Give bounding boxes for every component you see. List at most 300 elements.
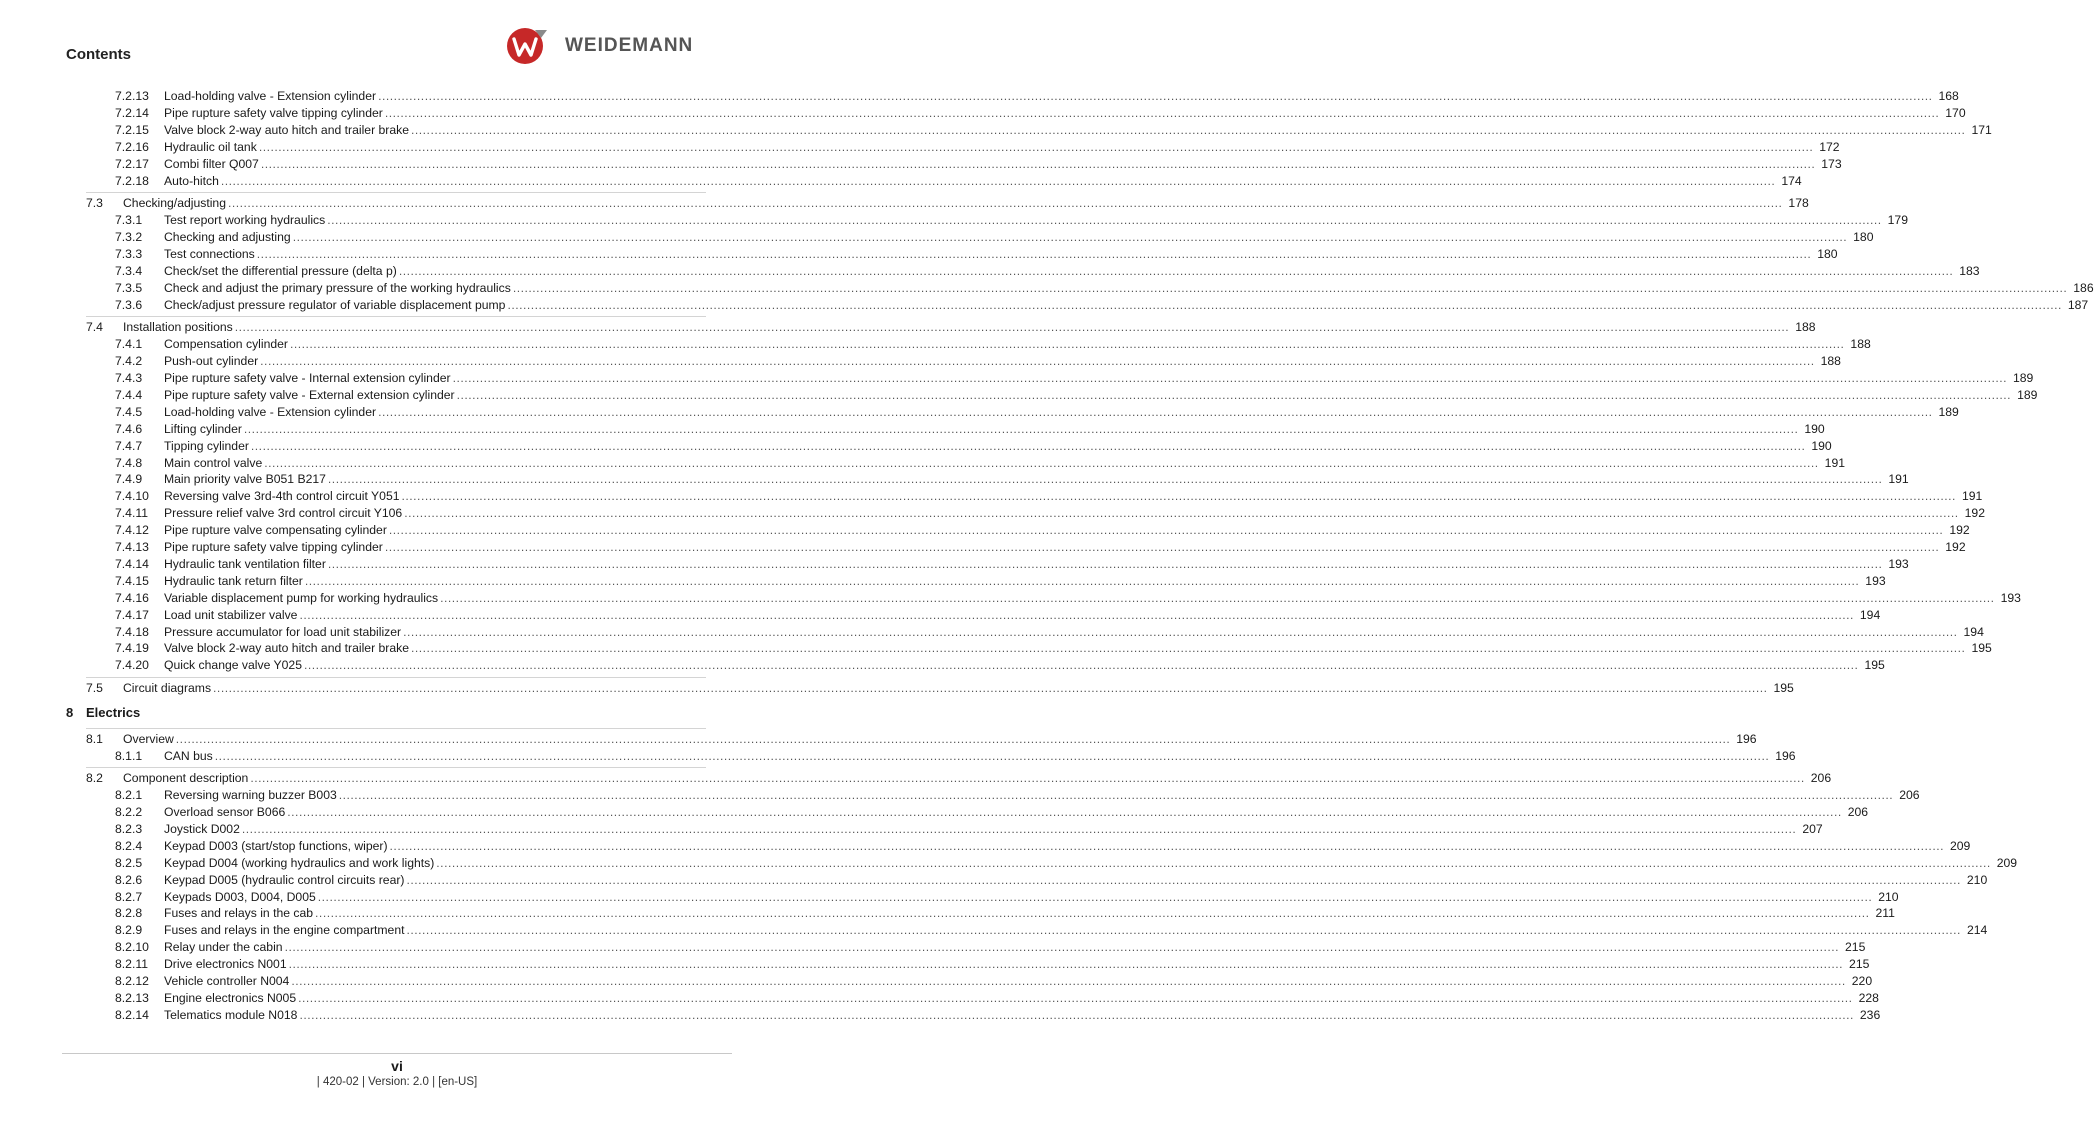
toc-entry-number: 7.4.20 <box>115 658 149 673</box>
toc-entry-number: 7.4.11 <box>115 506 148 521</box>
toc-entry-title: Installation positions <box>123 320 233 335</box>
toc-entry-number: 8.1 <box>86 731 103 746</box>
toc-entry-number: 8.2.6 <box>115 872 143 887</box>
toc-entry-page: 193 <box>2000 590 2021 605</box>
toc-entry-number: 7.4.4 <box>115 387 143 402</box>
toc-entry-title: Overview <box>123 731 174 746</box>
dot-leader: ................................................................................................................................................................................................................................................................................................................................................................................................................ <box>440 590 1995 605</box>
toc-entry-number: 7.4.3 <box>115 371 143 385</box>
toc-entry-number: 8.2 <box>86 771 103 786</box>
toc-entry-title: Checking/adjusting <box>123 196 226 211</box>
toc-entry-line <box>164 922 1988 939</box>
toc-entry-title: Drive electronics N001 <box>164 957 287 972</box>
toc-entry-page: 215 <box>1845 940 1866 955</box>
toc-entry-title: Check and adjust the primary pressure of the working hydraulics <box>164 280 511 295</box>
toc-subsection-entry[interactable] <box>0 973 1873 990</box>
toc-entry-line <box>164 855 2018 872</box>
dot-leader: ................................................................................................................................................................................................................................................................................................................................................................................................................ <box>288 957 1844 972</box>
toc-section-entry[interactable] <box>0 195 1809 212</box>
toc-subsection-entry[interactable] <box>0 590 2021 607</box>
brand-logo <box>505 26 735 66</box>
toc-entry-page: 214 <box>1966 923 1988 938</box>
toc-entry-page: 168 <box>1938 89 1959 103</box>
toc-entry-number: 7.4.17 <box>115 607 149 622</box>
toc-entry-page: 210 <box>1966 872 1988 887</box>
toc-subsection-entry[interactable] <box>0 229 1874 246</box>
toc-subsection-entry[interactable] <box>0 821 1823 838</box>
chapter-title: Electrics <box>86 704 141 720</box>
toc-entry-number: 7.2.18 <box>115 173 149 188</box>
toc-entry-line <box>164 838 1971 855</box>
dot-leader: ................................................................................................................................................................................................................................................................................................................................................................................................................ <box>234 320 1790 335</box>
toc-entry-number: 7.5 <box>86 681 103 695</box>
toc-entry-number: 7.2.15 <box>115 122 149 137</box>
toc-subsection-entry[interactable] <box>0 1007 1881 1024</box>
toc-entry-number: 8.2.2 <box>115 805 143 819</box>
toc-entry-number: 7.3 <box>86 196 103 211</box>
toc-subsection-entry[interactable] <box>0 421 1825 438</box>
toc-subsection-entry[interactable] <box>0 488 1983 505</box>
dot-leader: ................................................................................................................................................................................................................................................................................................................................................................................................................ <box>287 805 1842 819</box>
dot-leader: ................................................................................................................................................................................................................................................................................................................................................................................................................ <box>338 788 1894 803</box>
toc-subsection-entry[interactable] <box>0 297 2089 314</box>
toc-entry-line <box>164 229 1874 246</box>
dot-leader: ................................................................................................................................................................................................................................................................................................................................................................................................................ <box>389 838 1944 853</box>
dot-leader: ................................................................................................................................................................................................................................................................................................................................................................................................................ <box>406 872 1961 887</box>
toc-entry-line <box>164 640 1992 657</box>
toc-entry-number: 8.2.1 <box>115 788 143 803</box>
toc-entry-page: 178 <box>1788 196 1809 211</box>
toc-entry-page: 192 <box>1964 506 1985 521</box>
toc-entry-line <box>164 556 1909 573</box>
toc-entry-page: 195 <box>1773 681 1794 695</box>
toc-entry-title: Load-holding valve - Extension cylinder <box>164 404 377 419</box>
toc-subsection-entry[interactable] <box>0 280 2094 297</box>
toc-entry-title: Checking and adjusting <box>164 230 291 244</box>
toc-entry-line <box>164 122 1992 139</box>
toc-entry-title: Pipe rupture safety valve tipping cylinder <box>164 540 383 554</box>
toc-subsection-entry[interactable] <box>0 404 1959 421</box>
toc-entry-line <box>164 539 1966 556</box>
toc-subsection-entry[interactable] <box>0 889 1899 906</box>
dot-leader: ................................................................................................................................................................................................................................................................................................................................................................................................................ <box>378 89 1933 103</box>
toc-entry-page: 180 <box>1853 230 1874 244</box>
toc-entry-title: Load unit stabilizer valve <box>164 607 298 622</box>
toc-entry-line <box>164 421 1825 438</box>
dot-leader: ................................................................................................................................................................................................................................................................................................................................................................................................................ <box>250 771 1805 786</box>
toc-subsection-entry[interactable] <box>0 838 1971 855</box>
toc-subsection-entry[interactable] <box>0 438 1832 455</box>
toc-subsection-entry[interactable] <box>0 607 1881 624</box>
dot-leader: ................................................................................................................................................................................................................................................................................................................................................................................................................ <box>404 506 1959 521</box>
dot-leader: ................................................................................................................................................................................................................................................................................................................................................................................................................ <box>327 472 1883 487</box>
section-divider <box>86 316 706 317</box>
toc-entry-title: Valve block 2-way auto hitch and trailer brake <box>164 641 410 656</box>
toc-entry-page: 194 <box>1859 607 1881 622</box>
toc-entry-number: 7.4 <box>86 320 103 335</box>
toc-entry-number: 8.2.7 <box>115 889 143 904</box>
dot-leader: ................................................................................................................................................................................................................................................................................................................................................................................................................ <box>299 1007 1854 1022</box>
toc-subsection-entry[interactable] <box>0 471 1909 488</box>
toc-entry-number: 7.4.10 <box>115 489 149 504</box>
dot-leader: ................................................................................................................................................................................................................................................................................................................................................................................................................ <box>258 139 1814 154</box>
toc-entry-line <box>164 336 1871 353</box>
toc-subsection-entry[interactable] <box>0 105 1966 122</box>
toc-entry-number: 8.2.3 <box>115 821 143 836</box>
toc-entry-number: 7.3.4 <box>115 263 143 278</box>
toc-entry-number: 7.4.5 <box>115 404 143 419</box>
toc-subsection-entry[interactable] <box>0 939 1866 956</box>
toc-entry-page: 228 <box>1858 990 1879 1005</box>
toc-entry-page: 206 <box>1810 771 1832 786</box>
dot-leader: ................................................................................................................................................................................................................................................................................................................................................................................................................ <box>175 731 1731 746</box>
toc-entry-line <box>164 872 1988 889</box>
document-version-info: | 420-02 | Version: 2.0 | [en-US] <box>316 1076 478 1088</box>
toc-entry-page: 196 <box>1736 731 1757 746</box>
section-divider <box>86 677 706 678</box>
toc-subsection-entry[interactable] <box>0 156 1842 173</box>
toc-subsection-entry[interactable] <box>0 88 1959 105</box>
section-divider <box>86 192 706 193</box>
toc-entry-line <box>164 212 1908 229</box>
toc-entry-line <box>164 607 1881 624</box>
dot-leader: ................................................................................................................................................................................................................................................................................................................................................................................................................ <box>260 354 1815 369</box>
toc-entry-page: 186 <box>2073 280 2094 295</box>
toc-entry-page: 183 <box>1959 263 1980 278</box>
toc-entry-line <box>164 624 1984 641</box>
dot-leader: ................................................................................................................................................................................................................................................................................................................................................................................................................ <box>220 173 1776 188</box>
dot-leader: ................................................................................................................................................................................................................................................................................................................................................................................................................ <box>384 540 1940 554</box>
toc-subsection-entry[interactable] <box>0 353 1841 370</box>
toc-entry-page: 194 <box>1963 624 1984 639</box>
toc-entry-line <box>164 353 1841 370</box>
dot-leader: ................................................................................................................................................................................................................................................................................................................................................................................................................ <box>213 681 1768 695</box>
toc-entry-line <box>164 939 1866 956</box>
toc-entry-line <box>164 105 1966 122</box>
toc-entry-page: 189 <box>2013 371 2034 385</box>
toc-entry-page: 189 <box>1938 404 1959 419</box>
toc-entry-title: Variable displacement pump for working hydraulics <box>164 590 439 605</box>
toc-subsection-entry[interactable] <box>0 787 1920 804</box>
toc-entry-line <box>164 804 1869 821</box>
toc-entry-line <box>164 590 2021 607</box>
toc-entry-page: 193 <box>1865 573 1886 588</box>
toc-entry-line <box>123 770 1832 787</box>
toc-entry-line <box>123 731 1757 748</box>
toc-section-entry[interactable] <box>0 770 1832 787</box>
toc-entry-line <box>164 246 1838 263</box>
dot-leader: ................................................................................................................................................................................................................................................................................................................................................................................................................ <box>327 556 1883 571</box>
toc-entry-line <box>164 956 1870 973</box>
toc-entry-number: 7.4.7 <box>115 438 143 453</box>
toc-entry-title: Tipping cylinder <box>164 438 249 453</box>
toc-entry-page: 172 <box>1819 139 1840 154</box>
dot-leader: ................................................................................................................................................................................................................................................................................................................................................................................................................ <box>264 455 1819 470</box>
toc-entry-line <box>123 319 1816 336</box>
toc-entry-page: 192 <box>1949 523 1970 538</box>
toc-entry-number: 7.4.9 <box>115 472 143 487</box>
toc-subsection-entry[interactable] <box>0 370 2034 387</box>
toc-entry-title: Keypad D003 (start/stop functions, wiper) <box>164 838 388 853</box>
toc-entry-page: 180 <box>1817 246 1838 261</box>
dot-leader: ................................................................................................................................................................................................................................................................................................................................................................................................................ <box>299 607 1854 622</box>
toc-entry-line <box>164 280 2094 297</box>
toc-entry-line <box>123 680 1794 697</box>
toc-entry-page: 211 <box>1875 906 1895 921</box>
toc-entry-line <box>123 195 1809 212</box>
toc-entry-title: Main priority valve B051 B217 <box>164 472 326 487</box>
toc-entry-number: 7.2.14 <box>115 105 149 120</box>
toc-section-entry[interactable] <box>0 680 1794 697</box>
toc-subsection-entry[interactable] <box>0 855 2018 872</box>
dot-leader: ................................................................................................................................................................................................................................................................................................................................................................................................................ <box>403 624 1958 639</box>
toc-entry-number: 8.2.10 <box>115 940 149 955</box>
toc-entry-line <box>164 387 2038 404</box>
footer-divider <box>62 1053 732 1054</box>
toc-entry-page: 179 <box>1887 213 1908 228</box>
dot-leader: ................................................................................................................................................................................................................................................................................................................................................................................................................ <box>317 889 1873 904</box>
toc-entry-title: Overload sensor B066 <box>164 805 286 819</box>
toc-subsection-entry[interactable] <box>0 122 1992 139</box>
dot-leader: ................................................................................................................................................................................................................................................................................................................................................................................................................ <box>378 404 1933 419</box>
toc-subsection-entry[interactable] <box>0 173 1802 190</box>
toc-entry-number: 8.2.12 <box>115 974 149 988</box>
toc-entry-number: 8.1.1 <box>115 748 143 763</box>
toc-entry-title: Telematics module N018 <box>164 1007 298 1022</box>
toc-entry-line <box>164 990 1879 1007</box>
toc-entry-title: Pipe rupture safety valve tipping cylinder <box>164 105 383 120</box>
toc-entry-number: 7.3.3 <box>115 246 143 261</box>
toc-entry-title: Test connections <box>164 246 255 261</box>
dot-leader: ................................................................................................................................................................................................................................................................................................................................................................................................................ <box>452 371 2007 385</box>
toc-subsection-entry[interactable] <box>0 804 1869 821</box>
dot-leader: ................................................................................................................................................................................................................................................................................................................................................................................................................ <box>289 337 1845 352</box>
toc-entry-number: 8.2.14 <box>115 1007 149 1022</box>
toc-entry-page: 191 <box>1824 455 1846 470</box>
toc-subsection-entry[interactable] <box>0 956 1870 973</box>
dot-leader: ................................................................................................................................................................................................................................................................................................................................................................................................................ <box>241 821 1797 836</box>
toc-subsection-entry[interactable] <box>0 139 1840 156</box>
toc-entry-number: 7.4.15 <box>115 573 149 588</box>
toc-entry-title: Keypad D005 (hydraulic control circuits rear) <box>164 872 405 887</box>
toc-entry-number: 7.2.17 <box>115 156 149 171</box>
toc-entry-line <box>164 88 1959 105</box>
toc-entry-title: Keypad D004 (working hydraulics and work lights) <box>164 855 435 870</box>
toc-entry-page: 171 <box>1971 122 1992 137</box>
toc-entry-number: 7.4.18 <box>115 624 149 639</box>
toc-entry-number: 7.2.16 <box>115 139 149 154</box>
page-title: Contents <box>66 46 131 63</box>
toc-entry-page: 188 <box>1850 337 1871 352</box>
toc-entry-page: 209 <box>1949 838 1971 853</box>
toc-entry-title: Reversing valve 3rd-4th control circuit Y051 <box>164 489 400 504</box>
toc-entry-line <box>164 505 1985 522</box>
toc-entry-number: 7.4.2 <box>115 354 143 369</box>
toc-subsection-entry[interactable] <box>0 455 1846 472</box>
dot-leader: ................................................................................................................................................................................................................................................................................................................................................................................................................ <box>250 438 1806 453</box>
toc-subsection-entry[interactable] <box>0 573 1886 590</box>
toc-entry-number: 7.3.5 <box>115 280 143 295</box>
toc-subsection-entry[interactable] <box>0 212 1908 229</box>
toc-entry-number: 7.3.2 <box>115 230 143 244</box>
toc-entry-number: 8.2.11 <box>115 957 148 972</box>
toc-entry-page: 209 <box>1996 855 2018 870</box>
toc-entry-page: 207 <box>1802 821 1823 836</box>
toc-subsection-entry[interactable] <box>0 624 1984 641</box>
page-number: vi <box>391 1058 403 1074</box>
dot-leader: ................................................................................................................................................................................................................................................................................................................................................................................................................ <box>507 297 2062 312</box>
toc-subsection-entry[interactable] <box>0 539 1966 556</box>
toc-entry-title: Pipe rupture safety valve - Internal extension cylinder <box>164 371 451 385</box>
dot-leader: ................................................................................................................................................................................................................................................................................................................................................................................................................ <box>411 122 1966 137</box>
dot-leader: ................................................................................................................................................................................................................................................................................................................................................................................................................ <box>260 156 1816 171</box>
toc-subsection-entry[interactable] <box>0 657 1885 674</box>
toc-entry-page: 191 <box>1888 472 1909 487</box>
toc-subsection-entry[interactable] <box>0 872 1988 889</box>
toc-entry-page: 196 <box>1775 748 1796 763</box>
toc-entry-title: Hydraulic tank ventilation filter <box>164 556 326 571</box>
toc-entry-number: 8.2.4 <box>115 838 143 853</box>
toc-entry-page: 187 <box>2067 297 2089 312</box>
toc-entry-line <box>164 438 1832 455</box>
toc-entry-title: Test report working hydraulics <box>164 213 326 228</box>
toc-entry-title: Pressure accumulator for load unit stabilizer <box>164 624 402 639</box>
toc-entry-title: Main control valve <box>164 455 263 470</box>
toc-subsection-entry[interactable] <box>0 522 1970 539</box>
toc-entry-number: 8.2.9 <box>115 923 143 938</box>
toc-entry-number: 7.4.6 <box>115 421 143 436</box>
toc-subsection-entry[interactable] <box>0 640 1992 657</box>
toc-entry-line <box>164 297 2089 314</box>
toc-entry-number: 7.4.14 <box>115 556 149 571</box>
toc-entry-title: Engine electronics N005 <box>164 990 297 1005</box>
brand-name: WEIDEMANN <box>565 35 694 56</box>
toc-entry-page: 210 <box>1878 889 1899 904</box>
toc-section-entry[interactable] <box>0 319 1816 336</box>
toc-entry-line <box>164 973 1873 990</box>
toc-entry-line <box>164 455 1846 472</box>
dot-leader: ................................................................................................................................................................................................................................................................................................................................................................................................................ <box>227 196 1783 211</box>
toc-entry-line <box>164 173 1802 190</box>
dot-leader: ................................................................................................................................................................................................................................................................................................................................................................................................................ <box>401 489 1956 504</box>
toc-subsection-entry[interactable] <box>0 505 1985 522</box>
toc-subsection-entry[interactable] <box>0 387 2038 404</box>
toc-entry-title: Reversing warning buzzer B003 <box>164 788 337 803</box>
toc-entry-title: Keypads D003, D004, D005 <box>164 889 316 904</box>
toc-entry-title: Hydraulic tank return filter <box>164 573 303 588</box>
toc-entry-line <box>164 471 1909 488</box>
toc-entry-title: Push-out cylinder <box>164 354 259 369</box>
toc-entry-number: 7.4.13 <box>115 540 149 554</box>
toc-entry-title: CAN bus <box>164 748 213 763</box>
dot-leader: ................................................................................................................................................................................................................................................................................................................................................................................................................ <box>388 523 1944 538</box>
toc-entry-line <box>164 889 1899 906</box>
toc-subsection-entry[interactable] <box>0 263 1980 280</box>
dot-leader: ................................................................................................................................................................................................................................................................................................................................................................................................................ <box>284 940 1840 955</box>
toc-entry-title: Joystick D002 <box>164 821 240 836</box>
dot-leader: ................................................................................................................................................................................................................................................................................................................................................................................................................ <box>327 213 1882 228</box>
toc-entry-page: 190 <box>1811 438 1832 453</box>
toc-entry-title: Hydraulic oil tank <box>164 139 257 154</box>
toc-entry-page: 189 <box>2017 387 2038 402</box>
toc-entry-line <box>164 404 1959 421</box>
chapter-number: 8 <box>66 704 74 720</box>
toc-entry-page: 173 <box>1821 156 1842 171</box>
toc-entry-title: Load-holding valve - Extension cylinder <box>164 89 377 103</box>
toc-subsection-entry[interactable] <box>0 748 1796 765</box>
toc-subsection-entry[interactable] <box>0 905 1895 922</box>
toc-entry-title: Vehicle controller N004 <box>164 974 290 988</box>
dot-leader: ................................................................................................................................................................................................................................................................................................................................................................................................................ <box>436 855 1991 870</box>
toc-entry-title: Circuit diagrams <box>123 681 212 695</box>
toc-entry-title: Pressure relief valve 3rd control circuit Y106 <box>164 506 403 521</box>
dot-leader: ................................................................................................................................................................................................................................................................................................................................................................................................................ <box>398 263 1954 278</box>
toc-entry-line <box>164 657 1885 674</box>
toc-entry-page: 170 <box>1945 105 1966 120</box>
toc-subsection-entry[interactable] <box>0 556 1909 573</box>
dot-leader: ................................................................................................................................................................................................................................................................................................................................................................................................................ <box>304 658 1859 673</box>
toc-entry-number: 7.3.1 <box>115 213 143 228</box>
toc-entry-page: 192 <box>1945 540 1966 554</box>
toc-entry-title: Check/adjust pressure regulator of variable displacement pump <box>164 297 506 312</box>
toc-entry-page: 220 <box>1851 974 1873 988</box>
toc-entry-line <box>164 263 1980 280</box>
toc-entry-number: 7.4.16 <box>115 590 149 605</box>
toc-entry-number: 8.2.5 <box>115 855 143 870</box>
toc-entry-line <box>164 488 1983 505</box>
toc-entry-number: 7.3.6 <box>115 297 143 312</box>
toc-entry-title: Fuses and relays in the engine compartment <box>164 923 405 938</box>
toc-entry-title: Relay under the cabin <box>164 940 283 955</box>
dot-leader: ................................................................................................................................................................................................................................................................................................................................................................................................................ <box>292 230 1848 244</box>
toc-entry-line <box>164 522 1970 539</box>
toc-subsection-entry[interactable] <box>0 990 1879 1007</box>
toc-entry-page: 191 <box>1961 489 1983 504</box>
toc-entry-title: Component description <box>123 771 249 786</box>
toc-entry-title: Quick change valve Y025 <box>164 658 302 673</box>
toc-entry-line <box>164 370 2034 387</box>
toc-entry-line <box>164 821 1823 838</box>
toc-entry-page: 215 <box>1849 957 1870 972</box>
toc-entry-page: 195 <box>1971 641 1992 656</box>
toc-subsection-entry[interactable] <box>0 246 1838 263</box>
toc-entry-title: Pipe rupture valve compensating cylinder <box>164 523 387 538</box>
section-divider <box>86 767 706 768</box>
toc-entry-line <box>164 139 1840 156</box>
toc-section-entry[interactable] <box>0 731 1757 748</box>
toc-entry-number: 7.4.8 <box>115 455 143 470</box>
toc-entry-number: 8.2.13 <box>115 990 149 1005</box>
toc-entry-page: 190 <box>1804 421 1825 436</box>
dot-leader: ................................................................................................................................................................................................................................................................................................................................................................................................................ <box>243 421 1799 436</box>
dot-leader: ................................................................................................................................................................................................................................................................................................................................................................................................................ <box>291 974 1846 988</box>
toc-entry-title: Combi filter Q007 <box>164 156 259 171</box>
toc-entry-page: 195 <box>1864 658 1885 673</box>
dot-leader: ................................................................................................................................................................................................................................................................................................................................................................................................................ <box>384 105 1940 120</box>
toc-subsection-entry[interactable] <box>0 922 1988 939</box>
dot-leader: ................................................................................................................................................................................................................................................................................................................................................................................................................ <box>315 906 1870 921</box>
toc-subsection-entry[interactable] <box>0 336 1871 353</box>
toc-entry-line <box>164 156 1842 173</box>
toc-entry-number: 7.2.13 <box>115 89 149 103</box>
toc-entry-line <box>164 905 1895 922</box>
toc-entry-number: 7.4.12 <box>115 523 149 538</box>
toc-chapter-heading[interactable] <box>66 704 140 721</box>
toc-entry-number: 7.4.1 <box>115 337 143 352</box>
weidemann-w-logo-icon <box>505 26 549 66</box>
toc-entry-page: 206 <box>1899 788 1920 803</box>
dot-leader: ................................................................................................................................................................................................................................................................................................................................................................................................................ <box>411 641 1966 656</box>
